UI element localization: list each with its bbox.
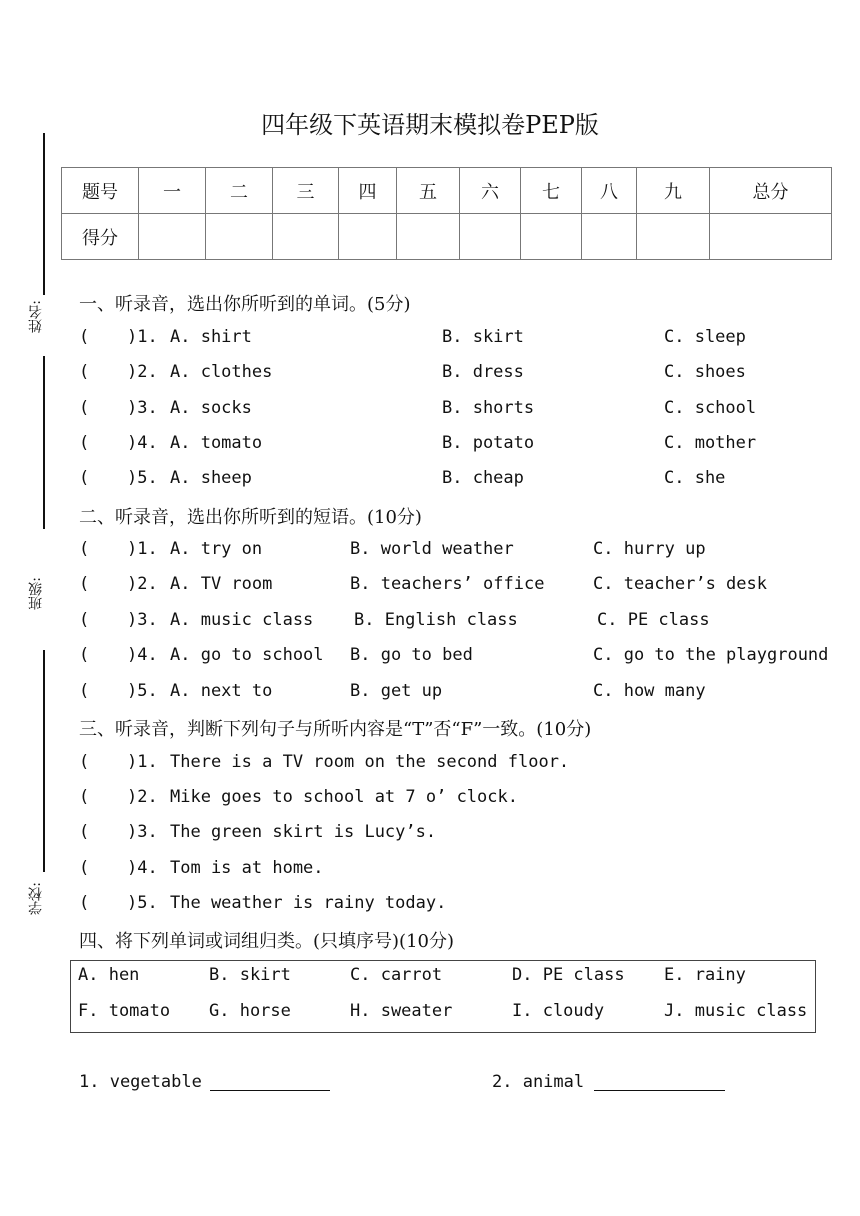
- word-bank-item: H. sweater: [350, 1001, 453, 1021]
- s1-option-b: B. dress: [442, 362, 524, 382]
- score-cell: 九: [637, 168, 710, 214]
- section2-heading: 二、听录音，选出你所听到的短语。(10分): [79, 507, 422, 528]
- s1-num: )2.: [127, 362, 158, 382]
- section4-heading: 四、将下列单词或词组归类。(只填序号)(10分): [79, 931, 454, 952]
- s3-num: )3.: [127, 822, 158, 842]
- s2-paren: (: [79, 681, 90, 701]
- score-input[interactable]: [273, 214, 339, 260]
- s1-option-a: A. sheep: [170, 468, 252, 488]
- score-cell: 七: [521, 168, 582, 214]
- answer-blank-vegetable[interactable]: [210, 1072, 330, 1091]
- word-bank-item: G. horse: [209, 1001, 291, 1021]
- class-label: 班级:: [28, 577, 44, 610]
- s2-paren: (: [79, 539, 90, 559]
- score-input[interactable]: [460, 214, 521, 260]
- score-input[interactable]: [637, 214, 710, 260]
- s3-statement: The weather is rainy today.: [170, 893, 447, 913]
- s2-option-b: B. get up: [350, 681, 443, 701]
- s2-option-b: B. teachers’ office: [350, 574, 545, 594]
- s3-num: )2.: [127, 787, 158, 807]
- s3-paren: (: [79, 752, 90, 772]
- score-cell: 得分: [62, 214, 139, 260]
- score-header-row: [62, 168, 832, 214]
- score-input[interactable]: [582, 214, 637, 260]
- score-cell: 五: [397, 168, 460, 214]
- page-title: 四年级下英语期末模拟卷PEP版: [261, 111, 599, 139]
- score-value-row: [62, 214, 832, 260]
- s2-option-c: C. PE class: [597, 610, 710, 630]
- score-cell: 四: [339, 168, 397, 214]
- s1-option-b: B. potato: [442, 433, 535, 453]
- category-label-animal: 2. animal: [492, 1072, 585, 1092]
- s1-option-c: C. school: [664, 398, 757, 418]
- s1-num: )3.: [127, 398, 158, 418]
- score-cell: 六: [460, 168, 521, 214]
- word-bank-item: B. skirt: [209, 965, 291, 985]
- score-cell: 八: [582, 168, 637, 214]
- s2-num: )5.: [127, 681, 158, 701]
- s3-num: )4.: [127, 858, 158, 878]
- s3-num: )5.: [127, 893, 158, 913]
- category-label-vegetable: 1. vegetable: [79, 1072, 202, 1092]
- s2-option-a: A. music class: [170, 610, 314, 630]
- s2-option-a: A. try on: [170, 539, 263, 559]
- score-input[interactable]: [206, 214, 273, 260]
- school-label: 学校:: [28, 882, 44, 915]
- score-input[interactable]: [521, 214, 582, 260]
- s1-option-c: C. mother: [664, 433, 757, 453]
- s2-paren: (: [79, 610, 90, 630]
- s2-option-a: A. go to school: [170, 645, 324, 665]
- s1-option-b: B. skirt: [442, 327, 524, 347]
- word-bank-item: J. music class: [664, 1001, 808, 1021]
- score-cell: 二: [206, 168, 273, 214]
- word-bank-item: C. carrot: [350, 965, 443, 985]
- section3-heading: 三、听录音，判断下列句子与所听内容是“T”否“F”一致。(10分): [79, 719, 592, 740]
- s1-option-a: A. socks: [170, 398, 252, 418]
- s1-option-c: C. shoes: [664, 362, 746, 382]
- score-input[interactable]: [710, 214, 832, 260]
- s1-option-a: A. shirt: [170, 327, 252, 347]
- score-input[interactable]: [397, 214, 460, 260]
- s2-paren: (: [79, 574, 90, 594]
- s2-option-c: C. hurry up: [593, 539, 706, 559]
- s1-option-b: B. shorts: [442, 398, 535, 418]
- s2-option-a: A. TV room: [170, 574, 273, 594]
- s3-statement: The green skirt is Lucy’s.: [170, 822, 437, 842]
- s1-paren: (: [79, 362, 90, 382]
- margin-line-mid2: [43, 650, 45, 872]
- score-cell: 总分: [710, 168, 832, 214]
- s1-paren: (: [79, 468, 90, 488]
- score-cell: 三: [273, 168, 339, 214]
- s3-paren: (: [79, 858, 90, 878]
- score-input[interactable]: [339, 214, 397, 260]
- score-table: [61, 167, 832, 260]
- word-bank-item: D. PE class: [512, 965, 625, 985]
- s3-paren: (: [79, 822, 90, 842]
- name-label: 姓名:: [28, 300, 44, 333]
- score-input[interactable]: [139, 214, 206, 260]
- s2-num: )3.: [127, 610, 158, 630]
- score-cell: 一: [139, 168, 206, 214]
- margin-line-mid1: [43, 356, 45, 529]
- s1-paren: (: [79, 433, 90, 453]
- s3-num: )1.: [127, 752, 158, 772]
- s2-option-c: C. teacher’s desk: [593, 574, 767, 594]
- word-bank-item: E. rainy: [664, 965, 746, 985]
- word-bank-item: A. hen: [78, 965, 140, 985]
- s1-num: )4.: [127, 433, 158, 453]
- s2-num: )1.: [127, 539, 158, 559]
- s2-option-b: B. world weather: [350, 539, 514, 559]
- s3-paren: (: [79, 787, 90, 807]
- s3-statement: Mike goes to school at 7 o’ clock.: [170, 787, 518, 807]
- margin-line-top: [43, 133, 45, 295]
- s2-option-a: A. next to: [170, 681, 273, 701]
- s2-option-c: C. go to the playground: [593, 645, 829, 665]
- s1-paren: (: [79, 398, 90, 418]
- s1-option-a: A. clothes: [170, 362, 273, 382]
- s1-option-c: C. sleep: [664, 327, 746, 347]
- s1-paren: (: [79, 327, 90, 347]
- s2-paren: (: [79, 645, 90, 665]
- word-bank-item: I. cloudy: [512, 1001, 605, 1021]
- s3-statement: There is a TV room on the second floor.: [170, 752, 570, 772]
- s2-option-b: B. English class: [354, 610, 518, 630]
- section1-heading: 一、听录音，选出你所听到的单词。(5分): [79, 294, 411, 315]
- s1-num: )1.: [127, 327, 158, 347]
- answer-blank-animal[interactable]: [594, 1072, 725, 1091]
- s2-option-b: B. go to bed: [350, 645, 473, 665]
- score-cell: 题号: [62, 168, 139, 214]
- s1-option-c: C. she: [664, 468, 726, 488]
- s2-option-c: C. how many: [593, 681, 706, 701]
- s1-option-a: A. tomato: [170, 433, 263, 453]
- s3-statement: Tom is at home.: [170, 858, 324, 878]
- s1-num: )5.: [127, 468, 158, 488]
- s3-paren: (: [79, 893, 90, 913]
- s2-num: )2.: [127, 574, 158, 594]
- s1-option-b: B. cheap: [442, 468, 524, 488]
- word-bank-item: F. tomato: [78, 1001, 171, 1021]
- s2-num: )4.: [127, 645, 158, 665]
